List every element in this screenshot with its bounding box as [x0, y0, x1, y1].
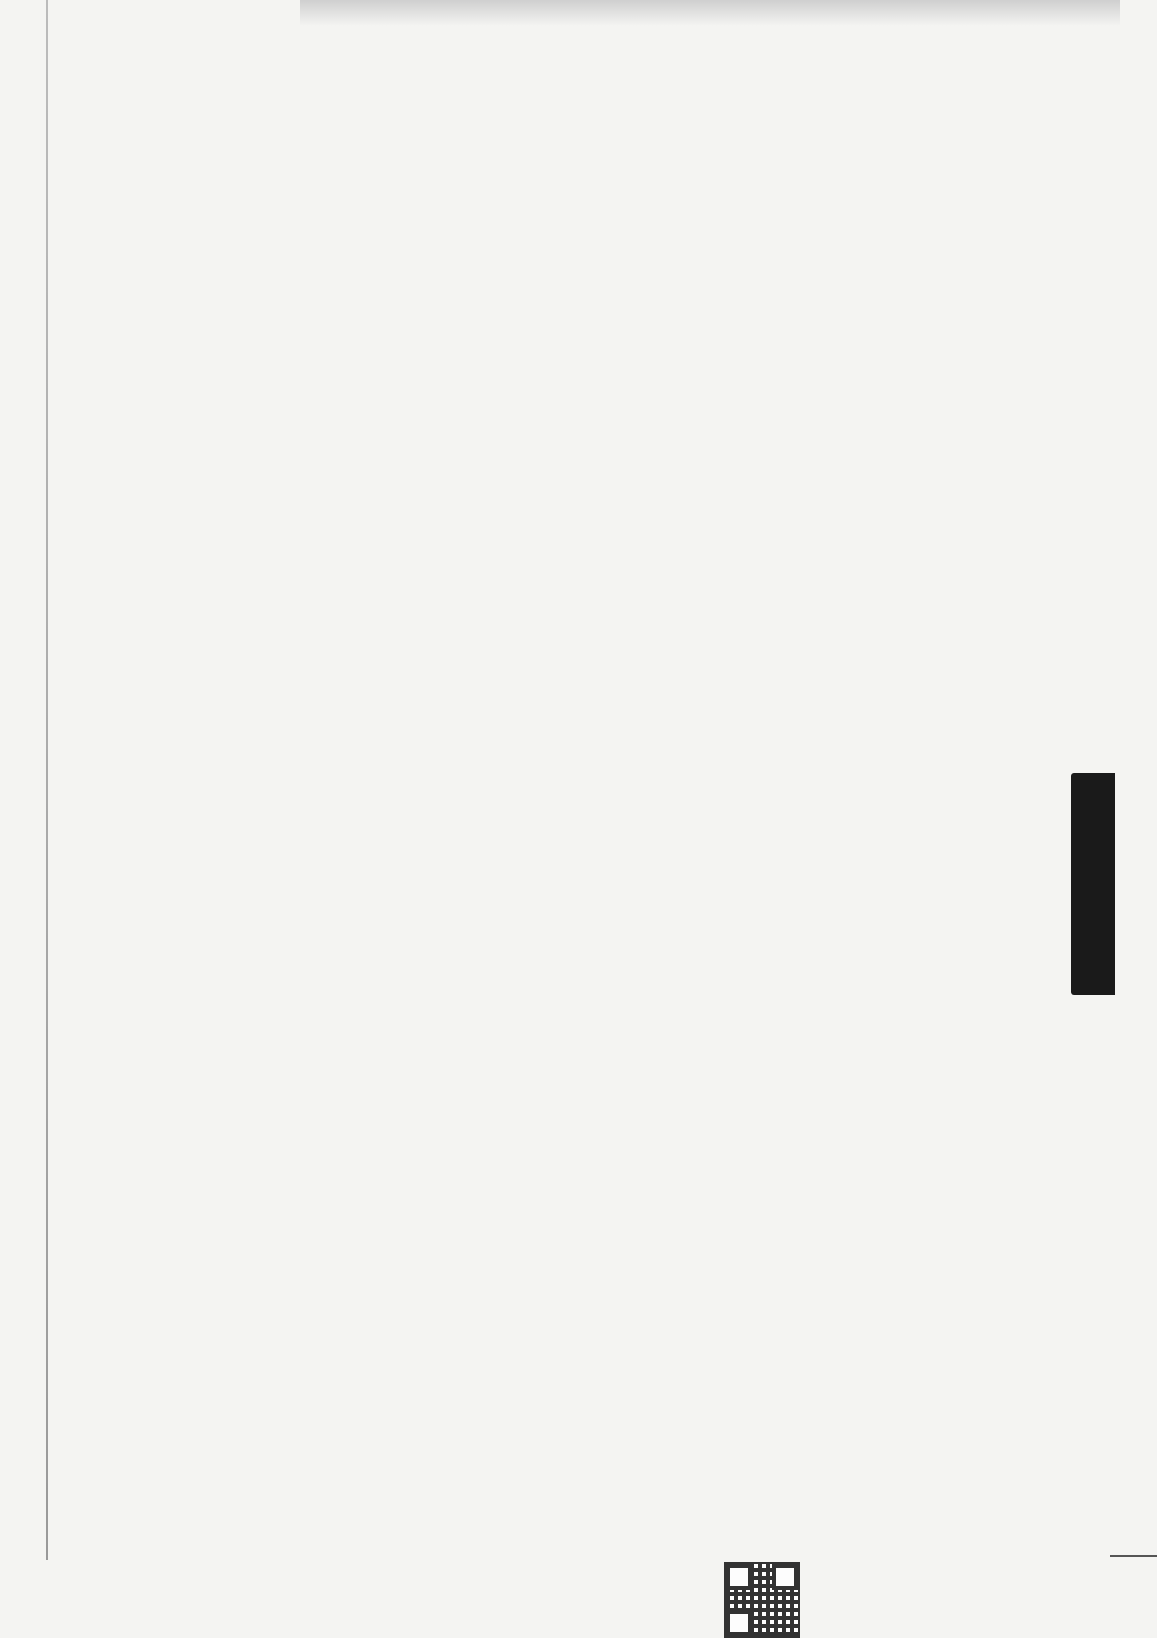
- top-shadow: [300, 0, 1120, 26]
- page-edge: [46, 0, 48, 1560]
- page-tab-marker: [1071, 773, 1115, 995]
- qr-code: [724, 1562, 800, 1638]
- page-corner-line: [1110, 1555, 1157, 1557]
